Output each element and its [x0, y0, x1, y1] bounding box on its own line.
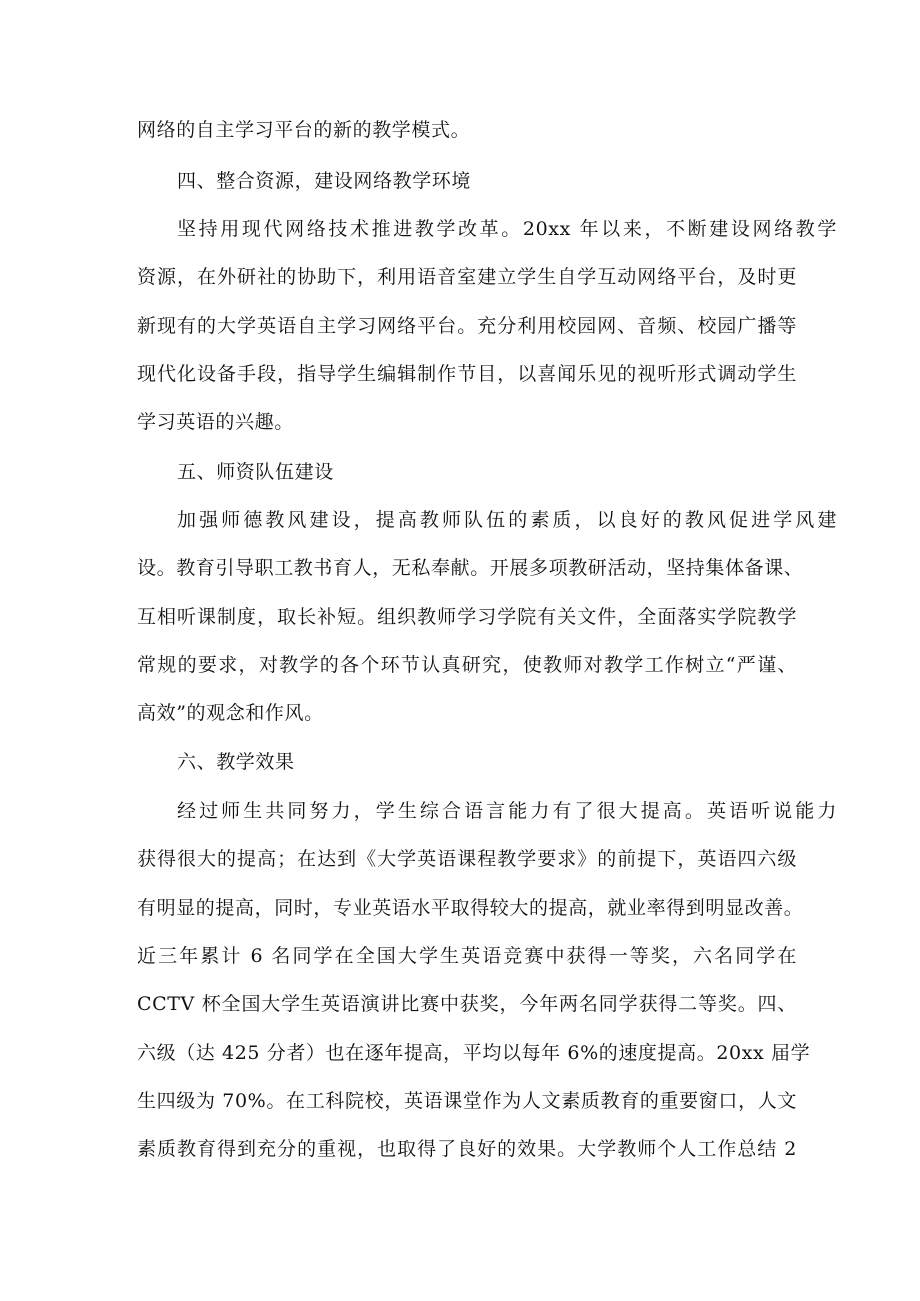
- paragraph-line: 资源，在外研社的协助下，利用语音室建立学生自学互动网络平台，及时更: [137, 266, 797, 288]
- paragraph-line: 常规的要求，对教学的各个环节认真研究，使教师对教学工作树立“严谨、: [137, 654, 797, 676]
- paragraph-line: 现代化设备手段，指导学生编辑制作节目，以喜闻乐见的视听形式调动学生: [137, 363, 797, 385]
- section-heading-6: 六、教学效果: [177, 751, 295, 773]
- paragraph-line: 生四级为 70%。在工科院校，英语课堂作为人文素质教育的重要窗口，人文: [137, 1090, 797, 1112]
- paragraph-line: 六级（达 425 分者）也在逐年提高，平均以每年 6%的速度提高。20xx 届学: [137, 1042, 811, 1064]
- paragraph-line: CCTV 杯全国大学生英语演讲比赛中获奖，今年两名同学获得二等奖。四、: [137, 993, 797, 1015]
- paragraph-line: 网络的自主学习平台的新的教学模式。: [137, 119, 471, 141]
- paragraph-line: 设。教育引导职工教书育人，无私奉献。开展多项教研活动，坚持集体备课、: [137, 557, 804, 579]
- section-heading-4: 四、整合资源，建设网络教学环境: [177, 170, 472, 192]
- paragraph-line: 有明显的提高，同时，专业英语水平取得较大的提高，就业率得到明显改善。: [137, 897, 804, 919]
- paragraph-line: 互相听课制度，取长补短。组织教师学习学院有关文件，全面落实学院教学: [137, 606, 797, 628]
- paragraph-line: 坚持用现代网络技术推进教学改革。20xx 年以来，不断建设网络教学: [177, 218, 837, 240]
- paragraph-line: 近三年累计 6 名同学在全国大学生英语竞赛中获得一等奖，六名同学在: [137, 945, 797, 967]
- section-heading-5: 五、师资队伍建设: [177, 461, 334, 483]
- paragraph-line: 高效”的观念和作风。: [137, 702, 324, 724]
- paragraph-line: 加强师德教风建设，提高教师队伍的素质，以良好的教风促进学风建: [177, 509, 837, 531]
- paragraph-line: 新现有的大学英语自主学习网络平台。充分利用校园网、音频、校园广播等: [137, 315, 797, 337]
- paragraph-line: 获得很大的提高；在达到《大学英语课程教学要求》的前提下，英语四六级: [137, 848, 797, 870]
- paragraph-line: 经过师生共同努力，学生综合语言能力有了很大提高。英语听说能力: [177, 800, 837, 822]
- paragraph-line: 素质教育得到充分的重视，也取得了良好的效果。大学教师个人工作总结 2: [137, 1138, 797, 1160]
- paragraph-line: 学习英语的兴趣。: [137, 411, 294, 433]
